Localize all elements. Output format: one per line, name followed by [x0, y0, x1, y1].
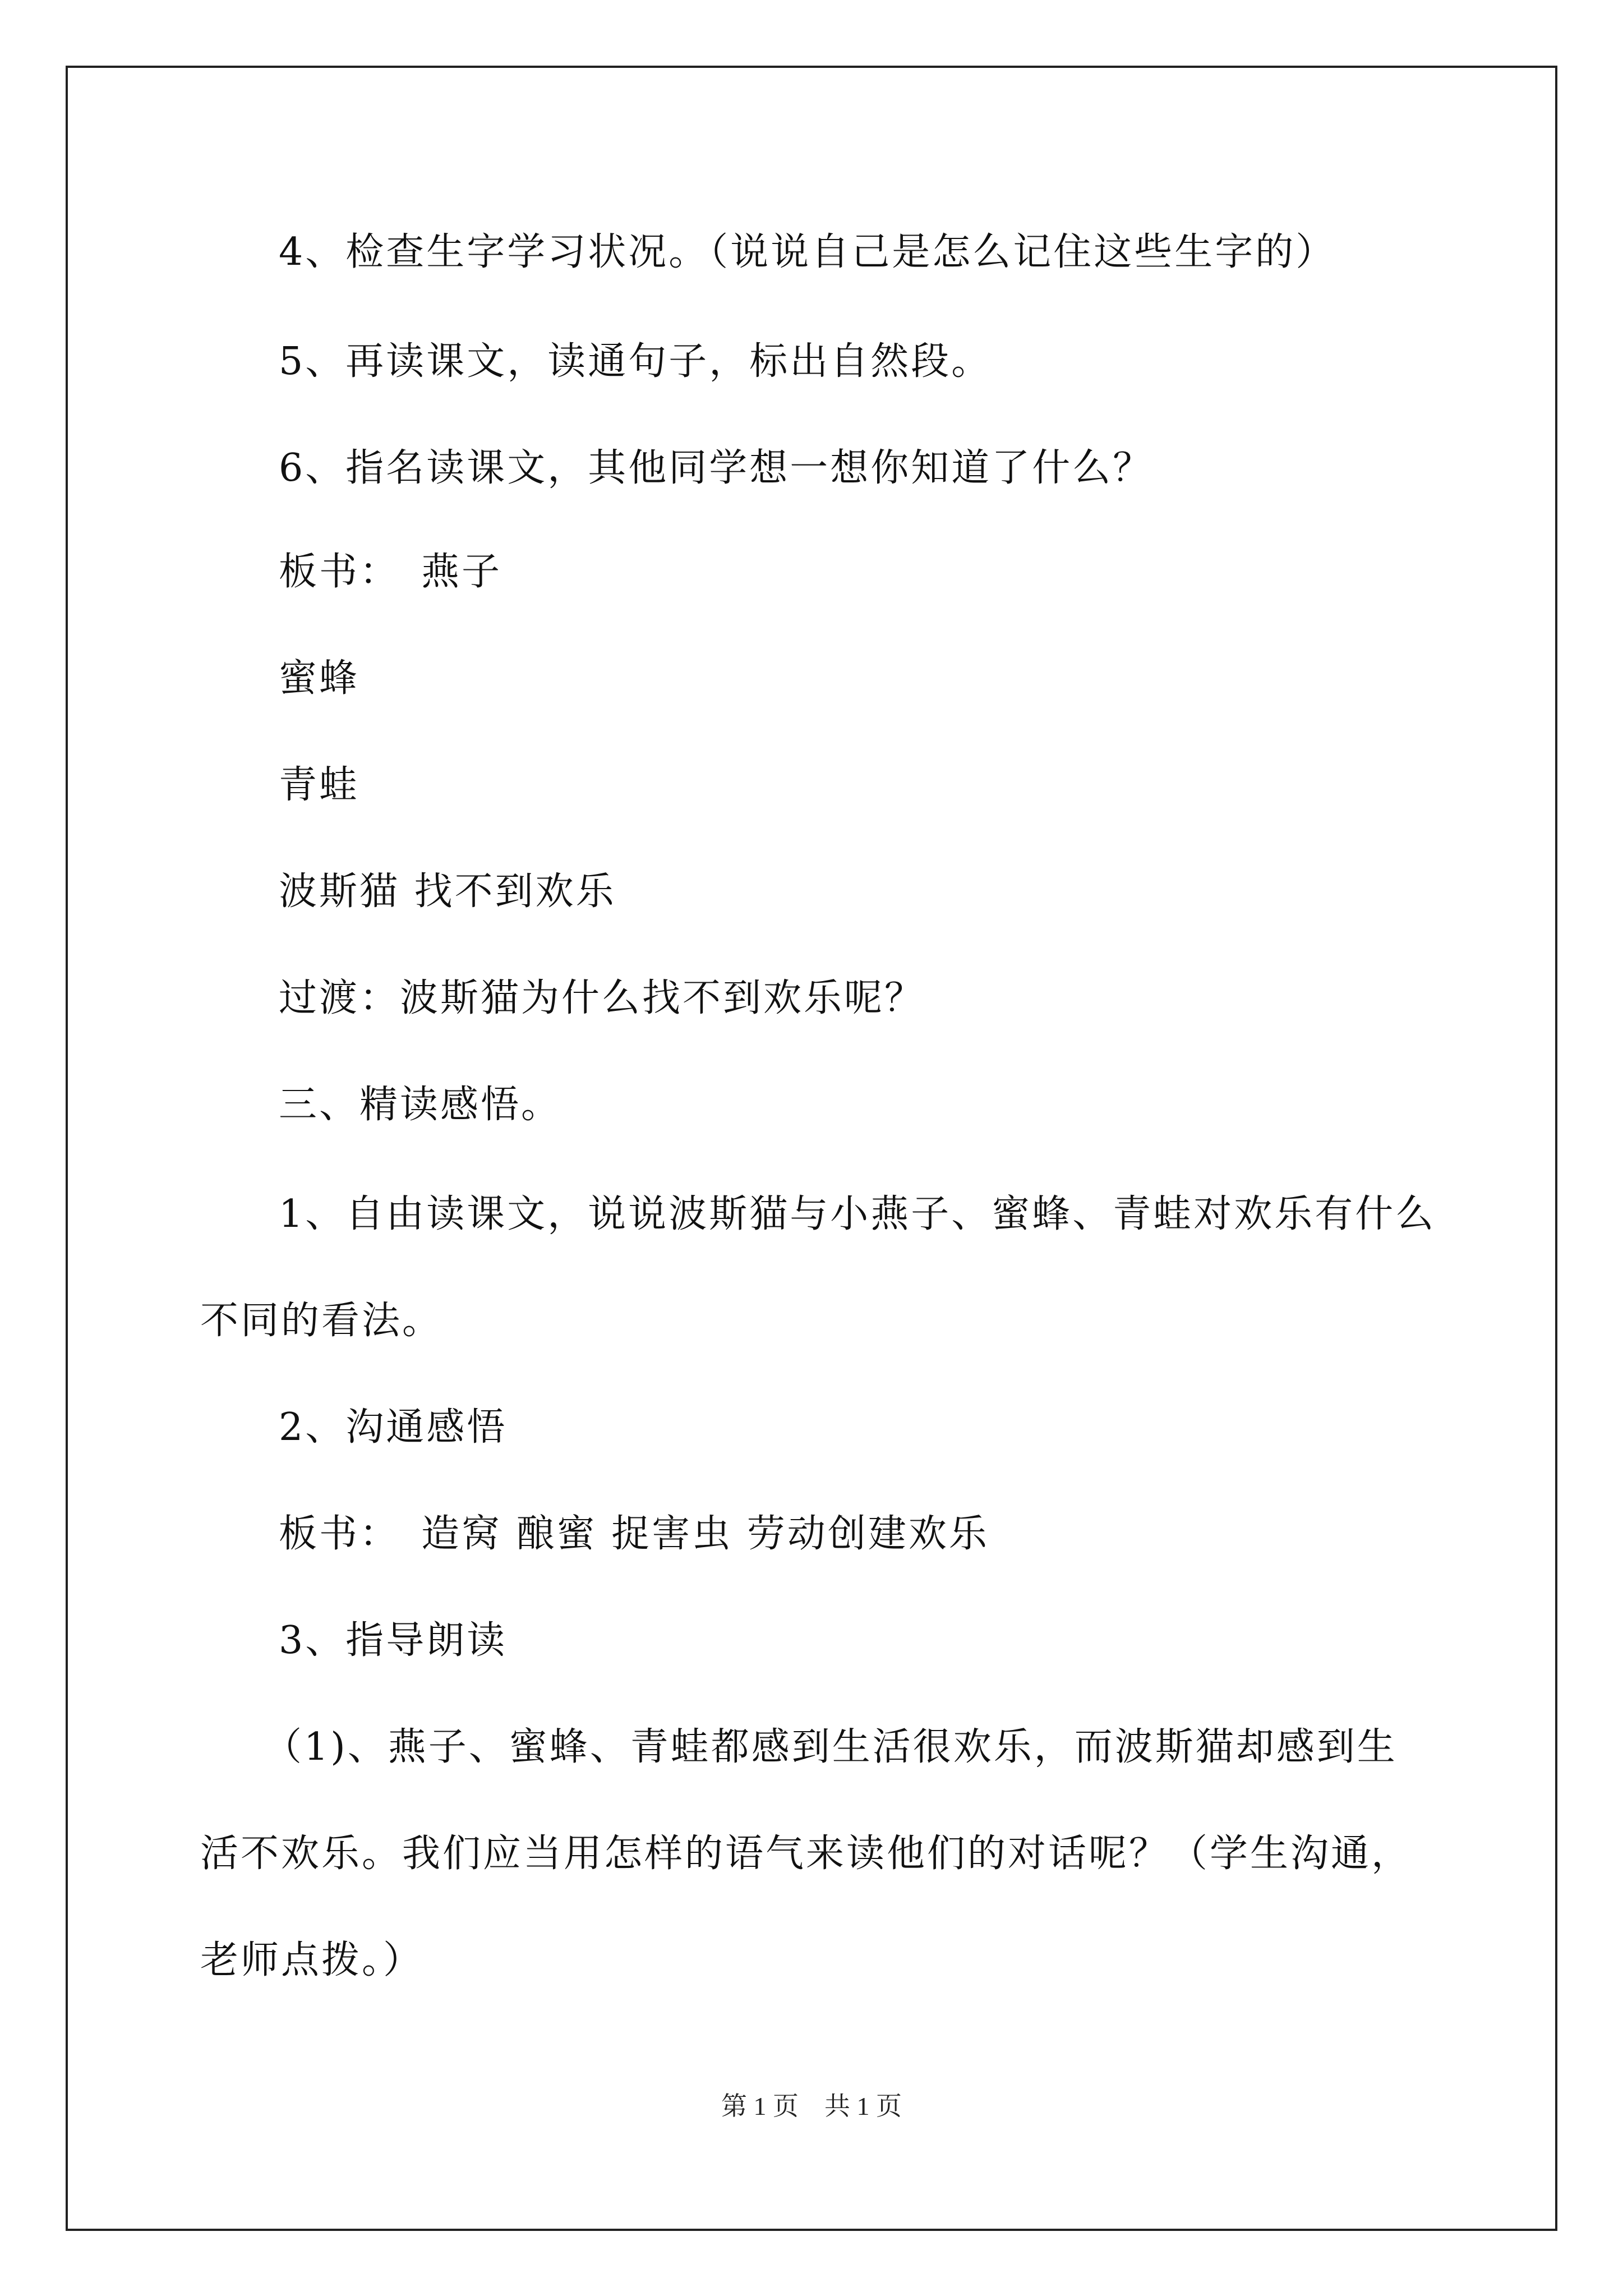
page-border: [66, 66, 1557, 2231]
text-line-6: 青蛙: [279, 763, 360, 807]
text-line-11: 不同的看法。: [200, 1299, 443, 1343]
text-line-16: 活不欢乐。我们应当用怎样的语气来读他们的对话呢？（学生沟通，: [200, 1832, 1412, 1876]
text-line-8: 过渡：波斯猫为什么找不到欢乐呢？: [279, 976, 925, 1020]
text-line-4: 板书： 燕子: [279, 550, 502, 594]
text-line-12: 2、沟通感悟: [279, 1405, 508, 1450]
text-line-3: 6、指名读课文，其他同学想一想你知道了什么？: [279, 446, 1154, 490]
page-footer: 第 1 页 共 1 页: [721, 2092, 902, 2120]
text-line-7: 波斯猫 找不到欢乐: [279, 869, 616, 914]
text-line-17: 老师点拨。）: [200, 1938, 424, 1982]
text-line-5: 蜜蜂: [279, 656, 360, 701]
text-line-10: 1、自由读课文，说说波斯猫与小燕子、蜜蜂、青蛙对欢乐有什么: [279, 1192, 1436, 1236]
text-line-14: 3、指导朗读: [279, 1618, 508, 1663]
text-line-9: 三、精读感悟。: [279, 1083, 562, 1127]
text-line-1: 4、检查生字学习状况。（说说自己是怎么记住这些生字的）: [279, 230, 1336, 274]
text-line-13: 板书： 造窝 酿蜜 捉害虫 劳动创建欢乐: [279, 1512, 989, 1556]
text-line-2: 5、再读课文，读通句子，标出自然段。: [279, 339, 992, 384]
text-line-15: （1)、燕子、蜜蜂、青蛙都感到生活很欢乐，而波斯猫却感到生: [264, 1725, 1398, 1769]
